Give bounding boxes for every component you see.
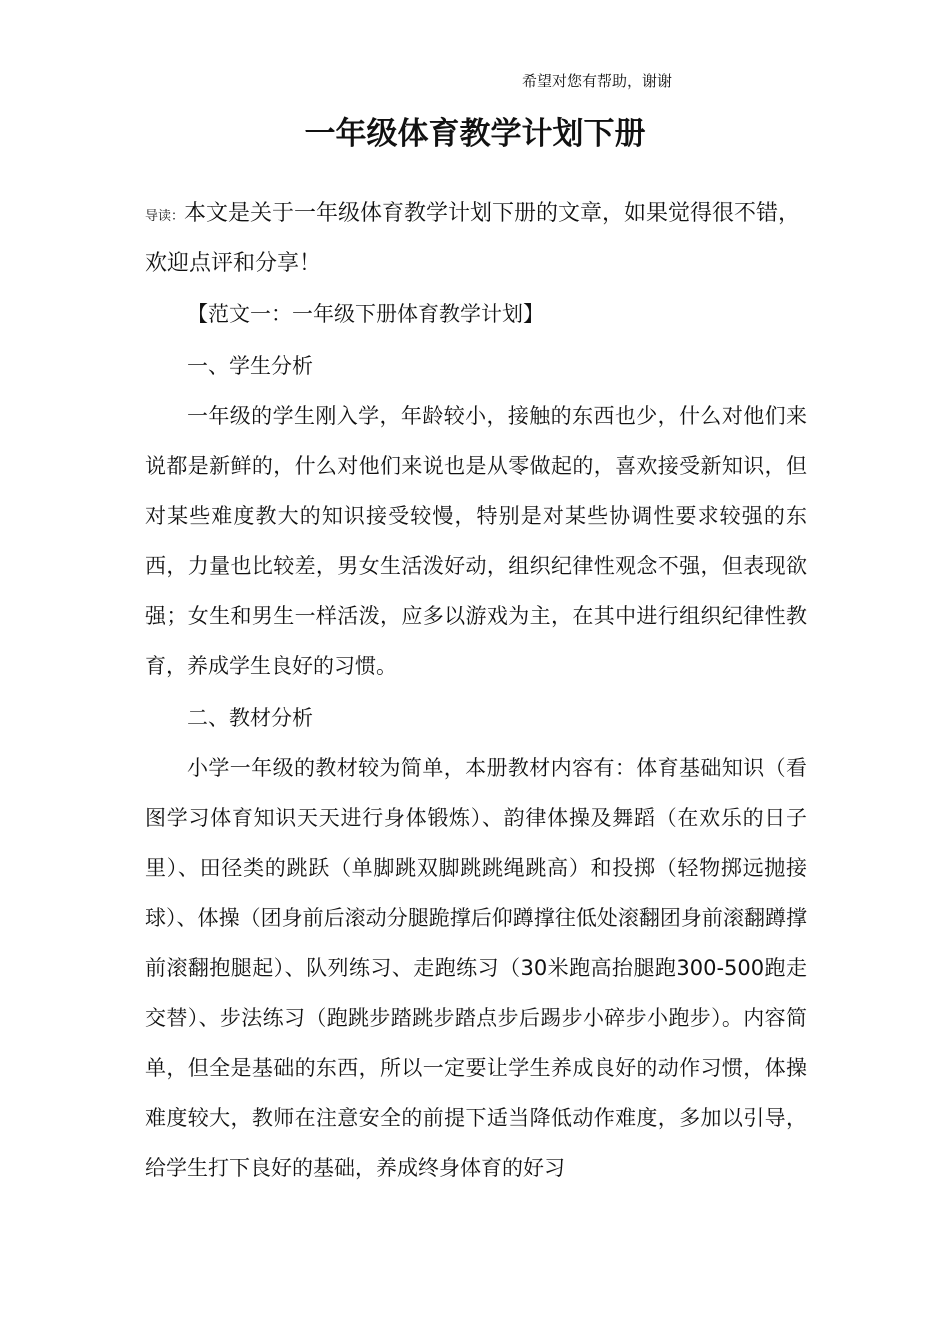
- section-paragraph-student-analysis: 一年级的学生刚入学，年龄较小，接触的东西也少，什么对他们来说都是新鲜的，什么对他们来说也是从零做起的，喜欢接受新知识，但对某些难度教大的知识接受较慢，特别是对某些协调性要求较强的东西，力量也比较差，男女生活泼好动，组织纪律性观念不强，但表现欲强；女生和男生一样活泼，应多以游戏为主，在其中进行组织纪律性教育，养成学生良好的习惯。: [145, 404, 807, 678]
- intro-label: 导读：: [145, 209, 185, 224]
- intro-paragraph: [145, 190, 807, 287]
- document-title: 一年级体育教学计划下册: [304, 116, 646, 152]
- intro-text: 本文是关于一年级体育教学计划下册的文章，如果觉得很不错，欢迎点评和分享！: [145, 201, 801, 276]
- section-paragraph-material-analysis: 小学一年级的教材较为简单，本册教材内容有：体育基础知识（看图学习体育知识天天进行身体锻炼）、韵律体操及舞蹈（在欢乐的日子里）、田径类的跳跃（单脚跳双脚跳跳绳跳高）和投掷（轻物掷远抛接球）、体操（团身前后滚动分腿跪撑后仰蹲撑往低处滚翻团身前滚翻蹲撑前滚翻抱腿起）、队列练习、走跑练习（30米跑高抬腿跑300-500跑走交替）、步法练习（跑跳步踏跳步踏点步后踢步小碎步小跑步）。内容简单，但全是基础的东西，所以一定要让学生养成良好的动作习惯，体操难度较大，教师在注意安全的前提下适当降低动作难度，多加以引导，给学生打下良好的基础，养成终身体育的好习: [145, 756, 807, 1180]
- section-heading-student-analysis: 一、学生分析: [187, 354, 313, 378]
- section-heading-material-analysis: 二、教材分析: [187, 706, 313, 730]
- document-body: [145, 190, 807, 1193]
- sample-heading: 【范文一：一年级下册体育教学计划】: [187, 302, 544, 326]
- header-note: 希望对您有帮助，谢谢: [522, 72, 673, 90]
